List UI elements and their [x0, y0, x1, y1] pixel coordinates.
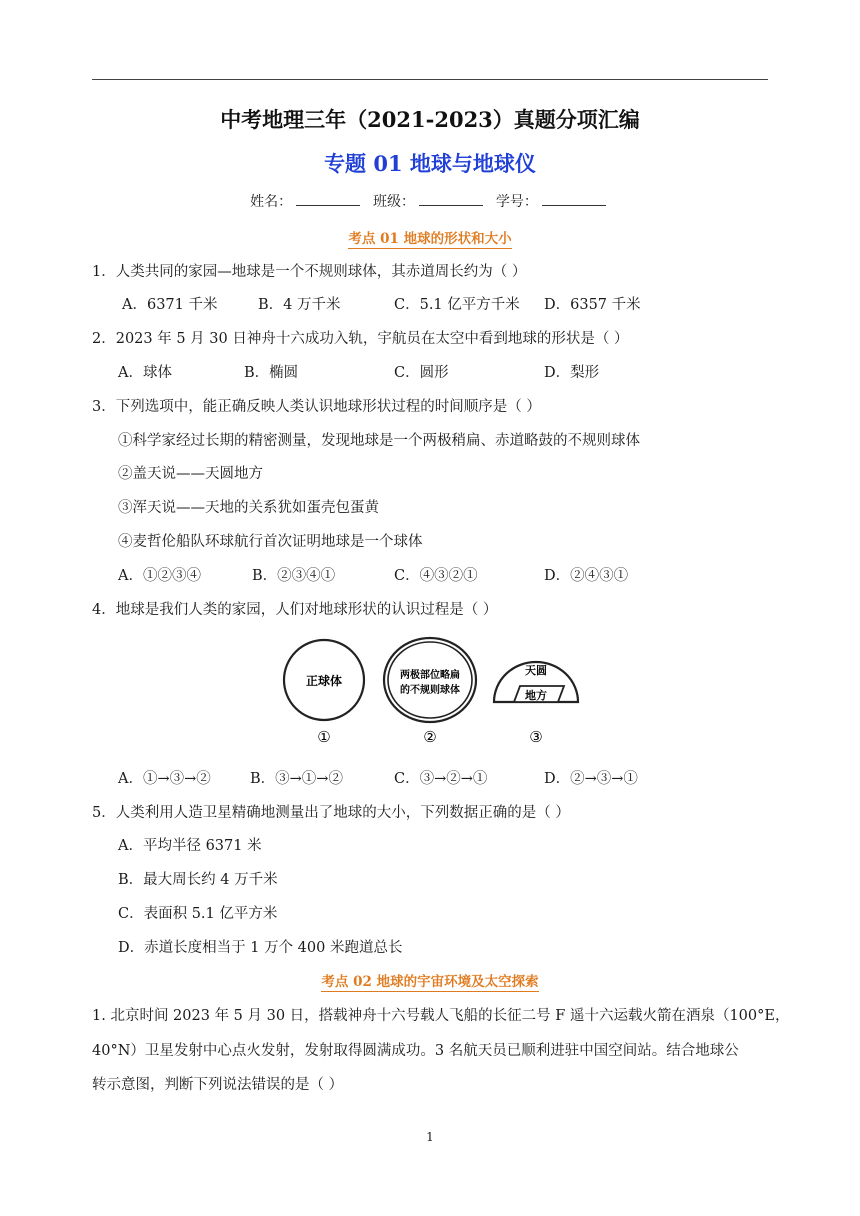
q3-statement-2: ②盖天说——天圆地方 — [118, 466, 263, 482]
s2-question-1-line-3: 转示意图，判断下列说法错误的是（ ） — [92, 1077, 344, 1093]
q5-option-d[interactable]: D．赤道长度相当于 1 万个 400 米跑道总长 — [118, 940, 403, 956]
q3-option-a[interactable]: A．①②③④ — [118, 568, 201, 584]
s2-question-1-line-2: 40°N）卫星发射中心点火发射，发射取得圆满成功。3 名航天员已顺利进驻中国空间站。结合地球公 — [92, 1043, 739, 1059]
s2-question-1-line-1: 1. 北京时间 2023 年 5 月 30 日，搭载神舟十六号载人飞船的长征二号 F 遥十六运载火箭在酒泉（100°E， — [92, 1008, 790, 1024]
q2-option-d[interactable]: D．梨形 — [544, 365, 600, 381]
q3-statement-4: ④麦哲伦船队环球航行首次证明地球是一个球体 — [118, 534, 423, 550]
question-4-stem: 4．地球是我们人类的家园，人们对地球形状的认识过程是（ ） — [92, 602, 498, 618]
q4-option-b[interactable]: B．③→①→② — [250, 771, 343, 787]
q1-option-a[interactable]: A．6371 千米 — [122, 297, 218, 313]
figure-label-sphere: 正球体 — [305, 674, 343, 688]
q1-option-b[interactable]: B．4 万千米 — [258, 297, 341, 313]
id-label: 学号： — [495, 194, 538, 210]
q4-option-a[interactable]: A．①→③→② — [118, 771, 211, 787]
figure-label-oblate-2: 的不规则球体 — [400, 685, 460, 696]
figure-number-1: ① — [317, 728, 331, 746]
q5-option-c[interactable]: C．表面积 5.1 亿平方米 — [118, 906, 278, 922]
q1-option-d[interactable]: D．6357 千米 — [544, 297, 641, 313]
figure-label-sky: 天圆 — [525, 664, 547, 677]
class-label: 班级： — [373, 194, 415, 210]
page-number: 1 — [426, 1130, 434, 1144]
figure-label-earth: 地方 — [525, 689, 547, 702]
section-label: 考点 02 地球的宇宙环境及太空探索 — [321, 974, 539, 990]
page-subtitle: 专题 01 地球与地球仪 — [324, 151, 536, 176]
q3-option-c[interactable]: C．④③②① — [394, 568, 478, 584]
q3-option-d[interactable]: D．②④③① — [544, 568, 629, 584]
figure-number-2: ② — [423, 728, 437, 746]
q2-option-c[interactable]: C．圆形 — [394, 365, 449, 381]
section-heading-2 — [0, 970, 860, 990]
q3-statement-3: ③浑天说——天地的关系犹如蛋壳包蛋黄 — [118, 500, 379, 516]
section-label: 考点 01 地球的形状和大小 — [348, 231, 512, 247]
section-heading-1 — [0, 227, 860, 247]
q3-option-b[interactable]: B．②③④① — [252, 568, 336, 584]
student-info — [0, 191, 860, 211]
id-blank[interactable] — [542, 193, 606, 206]
question-3-stem: 3．下列选项中，能正确反映人类认识地球形状过程的时间顺序是（ ） — [92, 399, 541, 415]
q4-option-c[interactable]: C．③→②→① — [394, 771, 488, 787]
question-5-stem: 5．人类利用人造卫星精确地测量出了地球的大小，下列数据正确的是（ ） — [92, 805, 570, 821]
q2-option-a[interactable]: A．球体 — [118, 365, 172, 381]
question-1-stem: 1．人类共同的家园—地球是一个不规则球体，其赤道周长约为（ ） — [92, 264, 527, 280]
header-rule — [92, 79, 768, 80]
q4-option-d[interactable]: D．②→③→① — [544, 771, 638, 787]
name-blank[interactable] — [296, 193, 360, 206]
name-label: 姓名： — [250, 194, 293, 210]
q5-option-a[interactable]: A．平均半径 6371 米 — [118, 838, 262, 854]
page-title: 中考地理三年（2021-2023）真题分项汇编 — [220, 107, 640, 132]
question-2-stem: 2．2023 年 5 月 30 日神舟十六成功入轨，宇航员在太空中看到地球的形状是（ ） — [92, 331, 629, 347]
q1-option-c[interactable]: C．5.1 亿平方千米 — [394, 297, 520, 313]
q5-option-b[interactable]: B．最大周长约 4 万千米 — [118, 872, 278, 888]
class-blank[interactable] — [419, 193, 483, 206]
figure-number-3: ③ — [529, 728, 543, 746]
q2-option-b[interactable]: B．椭圆 — [244, 365, 299, 381]
earth-shape-figure — [280, 636, 590, 748]
figure-label-oblate-1: 两极部位略扁 — [400, 670, 460, 681]
q3-statement-1: ①科学家经过长期的精密测量，发现地球是一个两极稍扁、赤道略鼓的不规则球体 — [118, 433, 640, 449]
